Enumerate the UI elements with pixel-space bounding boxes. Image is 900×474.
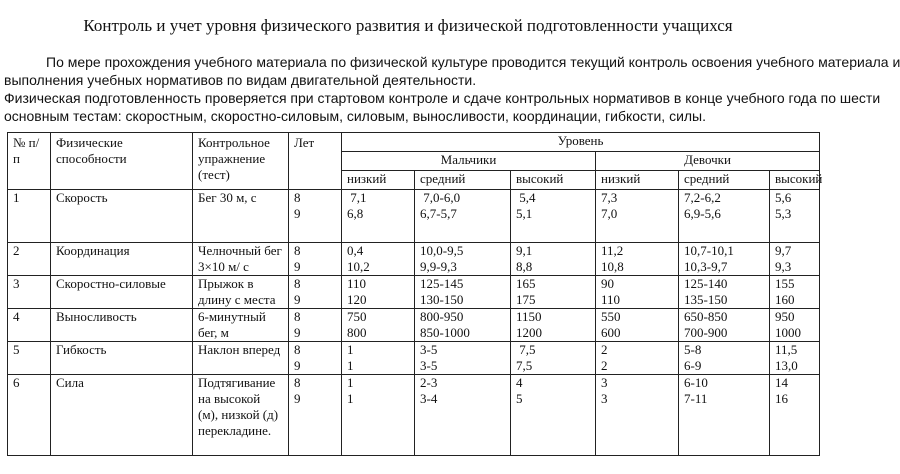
cell-line: 1000 [775,325,801,340]
row-b-high [511,309,596,342]
cell-line: 11,2 [601,243,624,258]
cell-line: 125-140 [684,276,728,291]
cell-line: 155 [775,276,795,291]
row-g-high [770,190,820,243]
cell-line: 8 [294,276,301,291]
cell-line: 9 [294,325,301,340]
cell-line: 3-5 [420,342,438,357]
row-number: 2 [8,243,51,276]
row-test: Бег 30 м, с [193,190,289,243]
table-row [8,375,820,456]
row-b-high [511,190,596,243]
cell-line: 160 [775,292,795,307]
cell-line: 13,0 [775,358,798,373]
cell-line: 5 [516,391,523,406]
row-g-mid [679,342,770,375]
row-b-low [342,276,415,309]
cell-line: 9,3 [775,259,792,274]
row-b-mid [415,276,511,309]
cell-line: 9 [294,259,301,274]
row-ages [289,276,342,309]
cell-line: 600 [601,325,621,340]
row-b-low [342,342,415,375]
row-g-high [770,342,820,375]
header-girls-mid: средний [679,171,770,190]
cell-line: 8 [294,375,301,390]
row-g-mid [679,309,770,342]
cell-line: 7,0 [601,206,618,221]
row-b-low [342,309,415,342]
cell-line: 850-1000 [420,325,470,340]
row-g-mid [679,375,770,456]
header-ability: Физические способности [51,133,193,190]
row-g-low [596,243,679,276]
row-number: 6 [8,375,51,456]
cell-line: 2 [601,358,608,373]
row-g-mid [679,243,770,276]
table-row [8,190,820,243]
cell-line: 2 [601,342,608,357]
row-g-mid [679,190,770,243]
cell-line: 7,2-6,2 [684,190,721,205]
row-ages [289,243,342,276]
row-b-high [511,342,596,375]
row-number: 5 [8,342,51,375]
cell-line: 10,2 [347,259,370,274]
paragraph-line: Физическая подготовленность проверяется при стартовом контроле и сдаче контрольных нормативов в конце учебного года по шести [4,90,881,106]
cell-line: 9 [294,292,301,307]
row-g-low [596,375,679,456]
cell-line: 3-4 [420,391,438,406]
cell-line: 14 [775,375,788,390]
header-level: Уровень [342,133,820,152]
row-number: 4 [8,309,51,342]
norms-table [7,132,823,456]
page-title: Контроль и учет уровня физического развития и физической подготовленности учащихся [83,16,733,35]
cell-line: 550 [601,309,621,324]
cell-line: 6,8 [347,206,364,221]
cell-line: 800 [347,325,367,340]
row-ages [289,342,342,375]
row-g-mid [679,276,770,309]
cell-line: 5-8 [684,342,702,357]
cell-line: 9 [294,358,301,373]
cell-line: 5,1 [516,206,533,221]
paragraph-line: выполнения учебных нормативов по видам двигательной деятельности. [4,72,477,88]
cell-line: 10,0-9,5 [420,243,464,258]
header-girls-low: низкий [596,171,679,190]
cell-line: 1 [347,342,354,357]
cell-line: 7,5 [516,358,533,373]
row-b-mid [415,375,511,456]
cell-line: 130-150 [420,292,464,307]
row-ages [289,309,342,342]
row-b-mid [415,243,511,276]
cell-line: 9,1 [516,243,533,258]
row-g-low [596,190,679,243]
cell-line: 2-3 [420,375,438,390]
header-girls: Девочки [596,152,820,171]
cell-line: 650-850 [684,309,728,324]
table-row [8,243,820,276]
row-test: Челночный бег 3×10 м/ с [193,243,289,276]
row-b-low [342,243,415,276]
cell-line: 6,9-5,6 [684,206,721,221]
cell-line: 1 [347,375,354,390]
row-g-high [770,276,820,309]
cell-line: 1200 [516,325,542,340]
cell-line: 11,5 [775,342,798,357]
cell-line: 800-950 [420,309,464,324]
row-b-high [511,375,596,456]
row-test: Наклон вперед [193,342,289,375]
cell-line: 10,7-10,1 [684,243,734,258]
cell-line: 110 [601,292,621,307]
row-b-high [511,243,596,276]
cell-line: 125-145 [420,276,464,291]
cell-line: 9,9-9,3 [420,259,457,274]
cell-line: 6-9 [684,358,702,373]
cell-line: 8,8 [516,259,533,274]
row-ability: Координация [51,243,193,276]
cell-line: 5,4 [516,190,536,205]
row-number: 3 [8,276,51,309]
row-test: 6-минутный бег, м [193,309,289,342]
cell-line: 4 [516,375,523,390]
cell-line: 5,3 [775,206,792,221]
cell-line: 950 [775,309,795,324]
cell-line: 165 [516,276,536,291]
row-g-high [770,243,820,276]
cell-line: 10,8 [601,259,624,274]
cell-line: 750 [347,309,367,324]
row-g-low [596,309,679,342]
cell-line: 16 [775,391,788,406]
row-ability: Скорость [51,190,193,243]
paragraph-line: По мере прохождения учебного материала по физической культуре проводится текущий контроль освоения учебного материала и [46,54,900,70]
header-girls-high: высокий [770,171,820,190]
cell-line: 7,5 [516,342,536,357]
cell-line: 9 [294,391,301,406]
row-test: Подтягивание на высокой (м), низкой (д) перекладине. [193,375,289,456]
row-g-low [596,276,679,309]
header-boys: Мальчики [342,152,596,171]
row-b-low [342,190,415,243]
row-g-high [770,309,820,342]
row-ability: Гибкость [51,342,193,375]
row-b-mid [415,309,511,342]
header-boys-low: низкий [342,171,415,190]
cell-line: 9 [294,206,301,221]
row-test: Прыжок в длину с места [193,276,289,309]
cell-line: 90 [601,276,614,291]
header-exercise: Контрольное упражнение (тест) [193,133,289,190]
row-ages [289,190,342,243]
row-ability: Выносливость [51,309,193,342]
cell-line: 6-10 [684,375,708,390]
cell-line: 7,1 [347,190,367,205]
cell-line: 8 [294,342,301,357]
row-ability: Сила [51,375,193,456]
table-row [8,309,820,342]
cell-line: 1 [347,358,354,373]
cell-line: 175 [516,292,536,307]
row-g-high [770,375,820,456]
table-row [8,342,820,375]
row-b-mid [415,342,511,375]
paragraph-line: основным тестам: скоростным, скоростно-силовым, силовым, выносливости, координации, гибкости, силы. [4,108,707,124]
cell-line: 7,0-6,0 [420,190,461,205]
cell-line: 135-150 [684,292,728,307]
cell-line: 120 [347,292,367,307]
cell-line: 8 [294,243,301,258]
row-b-mid [415,190,511,243]
header-boys-mid: средний [415,171,511,190]
cell-line: 5,6 [775,190,792,205]
cell-line: 8 [294,190,301,205]
cell-line: 3-5 [420,358,438,373]
cell-line: 3 [601,391,608,406]
row-b-high [511,276,596,309]
cell-line: 7-11 [684,391,708,406]
header-age: Лет [289,133,342,190]
cell-line: 110 [347,276,367,291]
cell-line: 1 [347,391,354,406]
row-ages [289,375,342,456]
table-row [8,276,820,309]
cell-line: 7,3 [601,190,618,205]
row-b-low [342,375,415,456]
cell-line: 10,3-9,7 [684,259,728,274]
cell-line: 9,7 [775,243,792,258]
header-boys-high: высокий [511,171,596,190]
cell-line: 1150 [516,309,542,324]
cell-line: 0,4 [347,243,364,258]
row-ability: Скоростно-силовые [51,276,193,309]
header-num: № п/п [8,133,51,190]
cell-line: 8 [294,309,301,324]
cell-line: 6,7-5,7 [420,206,457,221]
intro-paragraph [4,53,900,125]
row-number: 1 [8,190,51,243]
cell-line: 3 [601,375,608,390]
cell-line: 700-900 [684,325,728,340]
row-g-low [596,342,679,375]
